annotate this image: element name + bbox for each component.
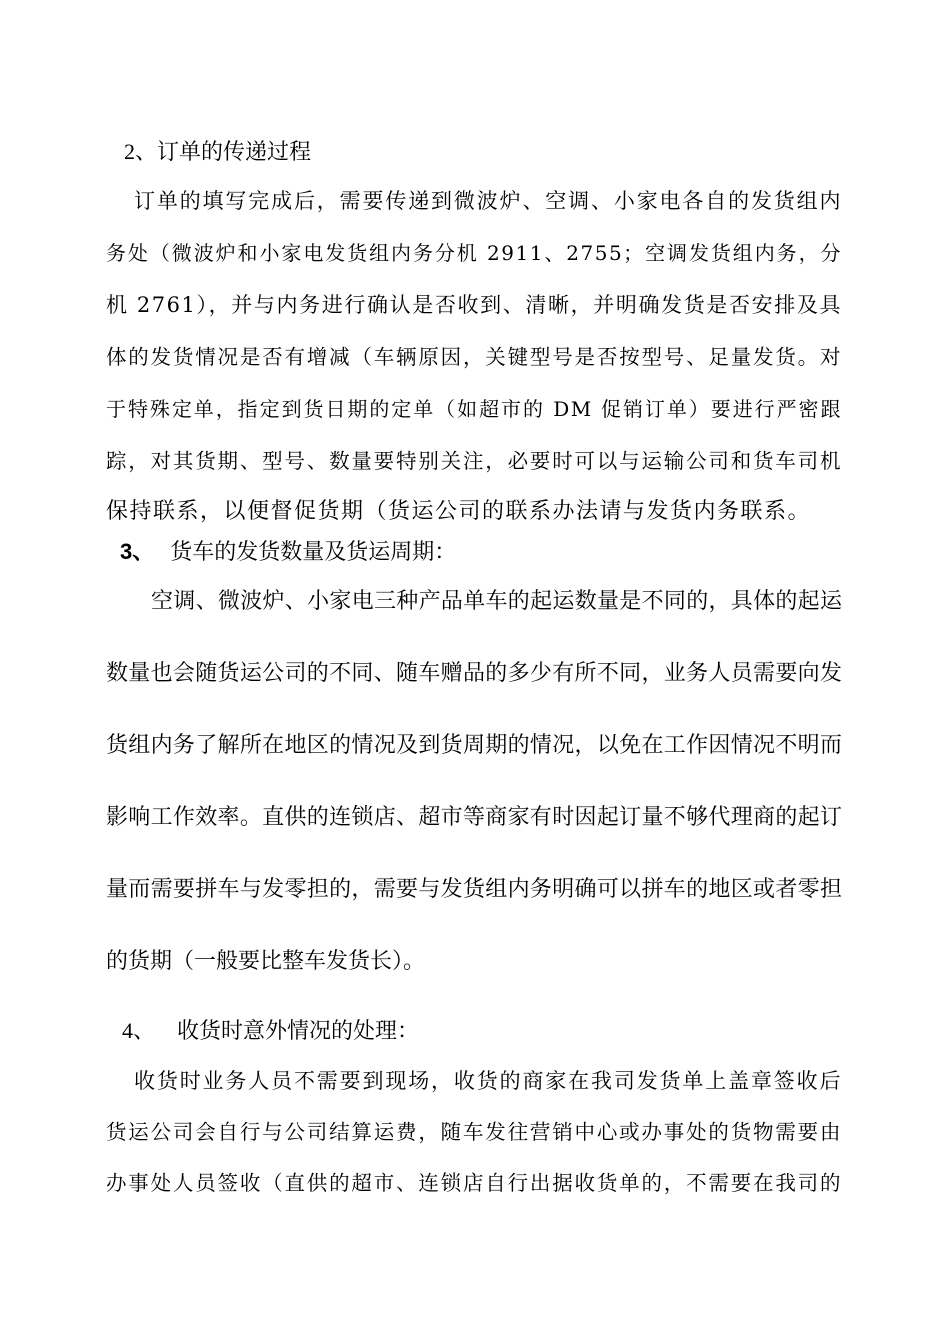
section-3-line-3: 货组内务了解所在地区的情况及到货周期的情况，以免在工作因情况不明而 bbox=[106, 732, 842, 757]
section-3-line-4: 影响工作效率。直供的连锁店、超市等商家有时因起订量不够代理商的起订 bbox=[106, 804, 842, 829]
section-2-line-4: 体的发货情况是否有增减（车辆原因，关键型号是否按型号、足量发货。对 bbox=[106, 345, 842, 369]
section-2-line-6: 踪，对其货期、型号、数量要特别关注，必要时可以与运输公司和货车司机 bbox=[106, 449, 842, 473]
section-4-line-3: 办事处人员签收（直供的超市、连锁店自行出据收货单的，不需要在我司的 bbox=[106, 1171, 842, 1195]
section-4-heading bbox=[122, 1016, 858, 1047]
section-4-heading-number: 4、 bbox=[122, 1018, 156, 1043]
section-3-heading bbox=[120, 537, 856, 568]
section-2-line-3: 机 2761），并与内务进行确认是否收到、清晰，并明确发货是否安排及具 bbox=[106, 293, 842, 317]
section-4-line-1: 收货时业务人员不需要到现场，收货的商家在我司发货单上盖章签收后 bbox=[134, 1069, 842, 1093]
section-4-heading-text: 收货时意外情况的处理： bbox=[177, 1018, 420, 1043]
section-2-line-2: 务处（微波炉和小家电发货组内务分机 2911、2755；空调发货组内务，分 bbox=[106, 241, 842, 265]
section-3-line-1: 空调、微波炉、小家电三种产品单车的起运数量是不同的，具体的起运 bbox=[151, 588, 842, 613]
section-2-heading: 2、订单的传递过程 bbox=[124, 139, 312, 164]
section-3-heading-number: 3、 bbox=[120, 539, 155, 564]
section-2-line-1: 订单的填写完成后，需要传递到微波炉、空调、小家电各自的发货组内 bbox=[134, 189, 842, 213]
section-3-line-2: 数量也会随货运公司的不同、随车赠品的多少有所不同，业务人员需要向发 bbox=[106, 660, 842, 685]
section-3-line-5: 量而需要拼车与发零担的，需要与发货组内务明确可以拼车的地区或者零担 bbox=[106, 876, 842, 901]
section-4-line-2: 货运公司会自行与公司结算运费，随车发往营销中心或办事处的货物需要由 bbox=[106, 1120, 842, 1144]
section-3-heading-text: 货车的发货数量及货运周期： bbox=[170, 539, 457, 564]
section-2-line-7: 保持联系，以便督促货期（货运公司的联系办法请与发货内务联系。 bbox=[106, 499, 812, 524]
section-2-line-5: 于特殊定单，指定到货日期的定单（如超市的 DM 促销订单）要进行严密跟 bbox=[106, 397, 842, 421]
section-3-line-6: 的货期（一般要比整车发货长）。 bbox=[106, 948, 426, 973]
